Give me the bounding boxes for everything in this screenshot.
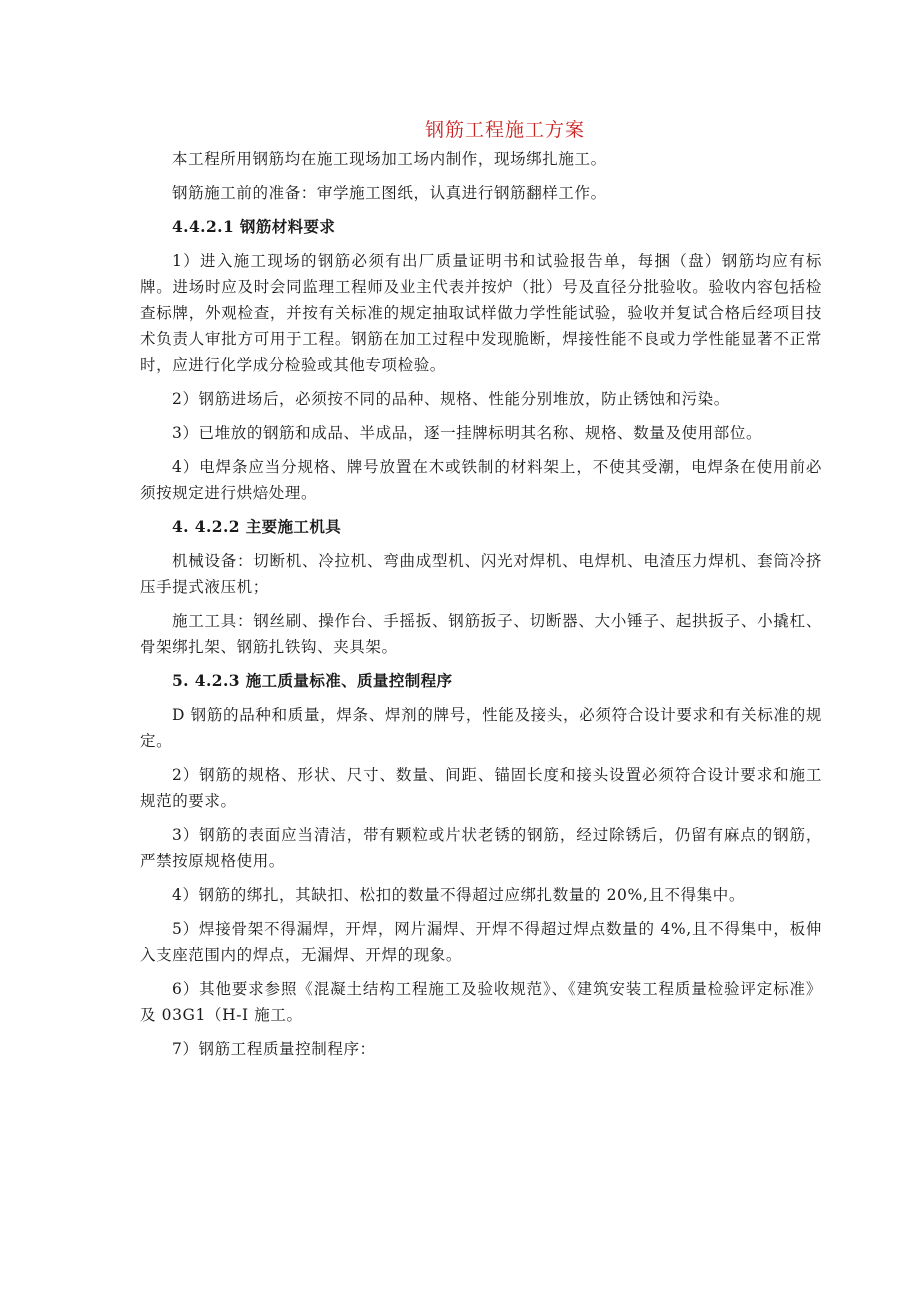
section-heading: 5. 4.2.3 施工质量标准、质量控制程序 xyxy=(172,671,453,690)
section-heading: 4.4.2.1 钢筋材料要求 xyxy=(172,217,336,236)
paragraph: 7）钢筋工程质量控制程序： xyxy=(172,1040,376,1058)
section-heading: 4. 4.2.2 主要施工机具 xyxy=(172,517,342,536)
paragraph: 本工程所用钢筋均在施工现场加工场内制作，现场绑扎施工。 xyxy=(172,150,607,168)
paragraph: 施工工具：钢丝刷、操作台、手摇扳、钢筋扳子、切断器、大小锤子、起拱扳子、小撬杠、骨架绑扎架、钢筋扎铁钩、夹具架。 xyxy=(140,612,822,656)
paragraph: 2）钢筋的规格、形状、尺寸、数量、间距、锚固长度和接头设置必须符合设计要求和施工规范的要求。 xyxy=(140,766,822,810)
paragraph: D 钢筋的品种和质量，焊条、焊剂的牌号，性能及接头，必须符合设计要求和有关标准的规定。 xyxy=(140,706,822,750)
document-title: 钢筋工程施工方案 xyxy=(424,119,585,141)
paragraph: 6）其他要求参照《混凝土结构工程施工及验收规范》、《建筑安装工程质量检验评定标准》及 03G1（H-I 施工。 xyxy=(140,980,822,1024)
document-body xyxy=(140,146,822,1062)
paragraph: 4）电焊条应当分规格、牌号放置在木或铁制的材料架上，不使其受潮，电焊条在使用前必须按规定进行烘焙处理。 xyxy=(140,458,822,502)
paragraph: 3）钢筋的表面应当清洁，带有颗粒或片状老锈的钢筋，经过除锈后，仍留有麻点的钢筋，严禁按原规格使用。 xyxy=(140,826,822,870)
paragraph: 2）钢筋进场后，必须按不同的品种、规格、性能分别堆放，防止锈蚀和污染。 xyxy=(172,390,730,408)
paragraph: 5）焊接骨架不得漏焊，开焊，网片漏焊、开焊不得超过焊点数量的 4%,且不得集中，板伸入支座范围内的焊点，无漏焊、开焊的现象。 xyxy=(140,920,822,964)
paragraph: 4）钢筋的绑扎，其缺扣、松扣的数量不得超过应绑扎数量的 20%,且不得集中。 xyxy=(172,886,745,904)
paragraph: 3）已堆放的钢筋和成品、半成品，逐一挂牌标明其名称、规格、数量及使用部位。 xyxy=(172,424,763,442)
paragraph: 1）进入施工现场的钢筋必须有出厂质量证明书和试验报告单，每捆（盘）钢筋均应有标牌。进场时应及时会同监理工程师及业主代表并按炉（批）号及直径分批验收。验收内容包括检查标牌，外观检查，并按有关标准的规定抽取试样做力学性能试验，验收并复试合格后经项目技术负责人审批方可用于工程。钢筋在加工过程中发现脆断，焊接性能不良或力学性能显著不正常时，应进行化学成分检验或其他专项检验。 xyxy=(140,252,822,374)
paragraph: 机械设备：切断机、冷拉机、弯曲成型机、闪光对焊机、电焊机、电渣压力焊机、套筒冷挤压手提式液压机； xyxy=(140,552,822,596)
paragraph: 钢筋施工前的准备：审学施工图纸，认真进行钢筋翻样工作。 xyxy=(172,184,607,202)
